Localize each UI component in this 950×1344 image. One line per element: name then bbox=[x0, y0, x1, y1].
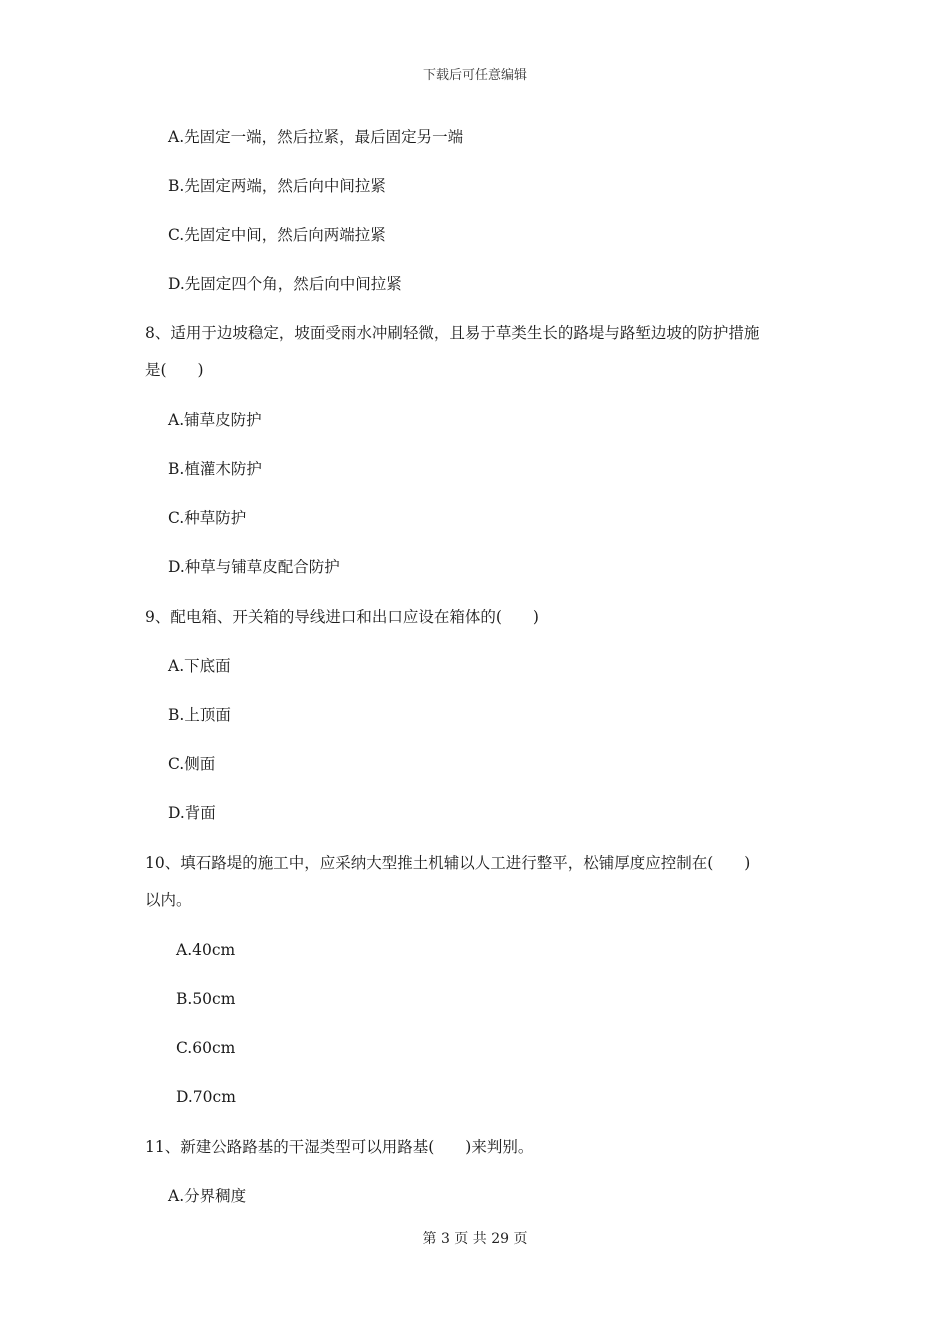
q9-text: 9、配电箱、开关箱的导线进口和出口应设在箱体的( ) bbox=[145, 608, 539, 626]
q7-option-c: C.先固定中间，然后向两端拉紧 bbox=[168, 226, 386, 244]
q7-option-d: D.先固定四个角，然后向中间拉紧 bbox=[168, 275, 402, 293]
q9-option-a: A.下底面 bbox=[168, 657, 231, 675]
q10-option-a: A.40cm bbox=[176, 941, 236, 959]
q9-option-b: B.上顶面 bbox=[168, 706, 231, 724]
page-header: 下载后可任意编辑 bbox=[422, 68, 527, 83]
q9-option-d: D.背面 bbox=[168, 804, 216, 822]
page-footer: 第 3 页 共 29 页 bbox=[422, 1231, 528, 1247]
q10-option-c: C.60cm bbox=[176, 1039, 236, 1057]
q11-option-a: A.分界稠度 bbox=[168, 1187, 247, 1205]
q11-text: 11、新建公路路基的干湿类型可以用路基( )来判别。 bbox=[145, 1138, 534, 1156]
q8-option-b: B.植灌木防护 bbox=[168, 460, 262, 478]
q10-option-d: D.70cm bbox=[176, 1088, 236, 1106]
q7-option-a: A.先固定一端，然后拉紧，最后固定另一端 bbox=[168, 128, 464, 146]
q7-option-b: B.先固定两端，然后向中间拉紧 bbox=[168, 177, 386, 195]
q8-option-c: C.种草防护 bbox=[168, 509, 247, 527]
q10-text-line2: 以内。 bbox=[145, 891, 192, 909]
q8-text-line2: 是( ) bbox=[145, 361, 204, 379]
q10-text-line1: 10、填石路堤的施工中，应采纳大型推土机辅以人工进行整平，松铺厚度应控制在( ) bbox=[145, 854, 751, 872]
q10-option-b: B.50cm bbox=[176, 990, 236, 1008]
q8-option-a: A.铺草皮防护 bbox=[168, 411, 262, 429]
q8-option-d: D.种草与铺草皮配合防护 bbox=[168, 558, 340, 576]
q8-text-line1: 8、适用于边坡稳定，坡面受雨水冲刷轻微，且易于草类生长的路堤与路堑边坡的防护措施 bbox=[145, 324, 760, 342]
q9-option-c: C.侧面 bbox=[168, 755, 216, 773]
